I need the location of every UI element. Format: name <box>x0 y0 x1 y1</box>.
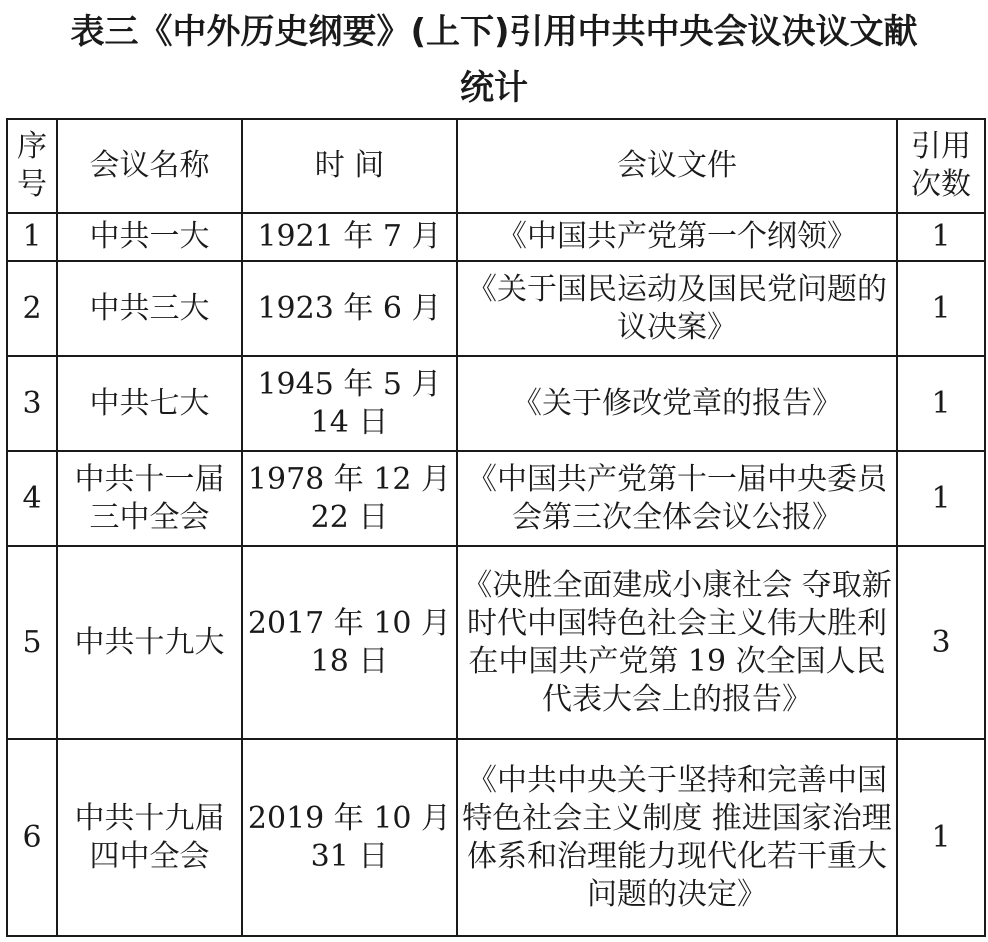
cell-document: 《关于修改党章的报告》 <box>457 356 897 451</box>
cell-time: 1978 年 12 月 22 日 <box>242 451 457 546</box>
cell-seq: 2 <box>7 261 57 356</box>
cell-meeting-name: 中共一大 <box>57 213 242 261</box>
table-row <box>7 261 985 356</box>
cell-citation-count: 1 <box>897 739 985 936</box>
cell-time: 2019 年 10 月 31 日 <box>242 739 457 936</box>
table-header-row <box>7 119 985 213</box>
cell-seq: 4 <box>7 451 57 546</box>
cell-meeting-name: 中共十九大 <box>57 546 242 739</box>
cell-document: 《中共中央关于坚持和完善中国特色社会主义制度 推进国家治理体系和治理能力现代化若干重大问题的决定》 <box>457 739 897 936</box>
table-row <box>7 451 985 546</box>
table-row <box>7 356 985 451</box>
cell-time: 1921 年 7 月 <box>242 213 457 261</box>
cell-meeting-name: 中共十一届三中全会 <box>57 451 242 546</box>
cell-meeting-name: 中共三大 <box>57 261 242 356</box>
cell-citation-count: 1 <box>897 451 985 546</box>
table-row <box>7 546 985 739</box>
cell-document: 《中国共产党第十一届中央委员会第三次全体会议公报》 <box>457 451 897 546</box>
cell-seq: 1 <box>7 213 57 261</box>
table-caption <box>0 0 988 118</box>
header-meeting-name: 会议名称 <box>57 119 242 213</box>
cell-seq: 3 <box>7 356 57 451</box>
resolution-citation-table <box>6 118 986 937</box>
cell-citation-count: 1 <box>897 261 985 356</box>
header-document: 会议文件 <box>457 119 897 213</box>
cell-time: 1945 年 5 月 14 日 <box>242 356 457 451</box>
header-time: 时 间 <box>242 119 457 213</box>
cell-time: 2017 年 10 月 18 日 <box>242 546 457 739</box>
header-seq: 序号 <box>7 119 57 213</box>
cell-time: 1923 年 6 月 <box>242 261 457 356</box>
cell-citation-count: 3 <box>897 546 985 739</box>
cell-seq: 5 <box>7 546 57 739</box>
cell-document: 《中国共产党第一个纲领》 <box>457 213 897 261</box>
table-caption-line-2: 统计 <box>460 68 528 108</box>
cell-seq: 6 <box>7 739 57 936</box>
header-citation-count: 引用次数 <box>897 119 985 213</box>
cell-meeting-name: 中共七大 <box>57 356 242 451</box>
cell-meeting-name: 中共十九届四中全会 <box>57 739 242 936</box>
table-caption-line-1: 表三《中外历史纲要》(上下)引用中共中央会议决议文献 <box>70 12 918 52</box>
cell-document: 《关于国民运动及国民党问题的议决案》 <box>457 261 897 356</box>
cell-document: 《决胜全面建成小康社会 夺取新时代中国特色社会主义伟大胜利 在中国共产党第 19 次全国人民代表大会上的报告》 <box>457 546 897 739</box>
table-row <box>7 739 985 936</box>
cell-citation-count: 1 <box>897 356 985 451</box>
cell-citation-count: 1 <box>897 213 985 261</box>
table-row <box>7 213 985 261</box>
